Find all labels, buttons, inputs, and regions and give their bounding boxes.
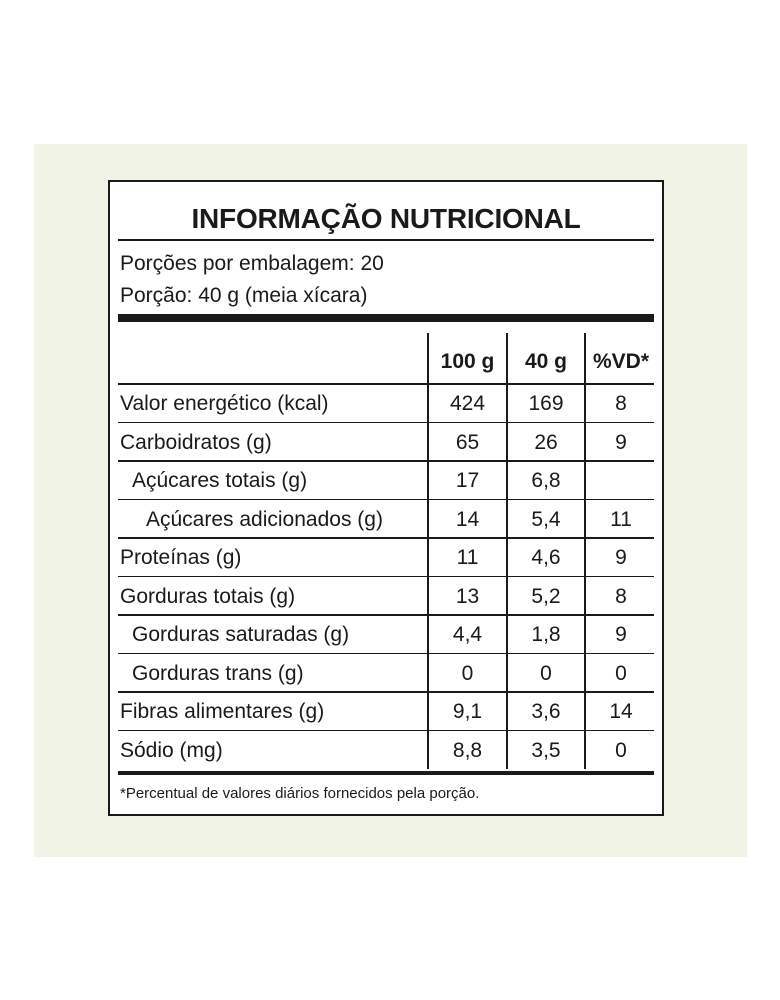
row-divider: [118, 614, 654, 616]
nutrient-value-v40: 169: [528, 392, 564, 415]
nutrient-value-vd: 9: [615, 546, 627, 569]
column-header-100g: 100 g: [440, 350, 495, 373]
column-header-40g: 40 g: [524, 350, 568, 373]
header-divider: [118, 383, 654, 385]
serving-size: Porção: 40 g (meia xícara): [120, 284, 368, 307]
nutrient-value-v100: 9,1: [452, 700, 483, 723]
nutrient-value-v100: 424: [449, 392, 486, 415]
nutrient-value-v100: 4,4: [452, 623, 483, 646]
thick-divider: [118, 314, 654, 322]
nutrient-value-v100: 8,8: [452, 738, 483, 762]
nutrient-value-v40: 3,5: [531, 738, 561, 762]
nutrient-name: Carboidratos (g): [120, 430, 272, 454]
nutrient-name: Gorduras saturadas (g): [132, 623, 350, 646]
nutrient-value-v100: 11: [456, 546, 479, 569]
nutrient-value-v40: 3,6: [531, 700, 561, 723]
row-divider: [118, 691, 654, 693]
nutrient-value-v100: 65: [455, 430, 480, 454]
row-divider: [118, 499, 654, 501]
footer-divider: [118, 771, 654, 775]
nutrition-facts-label: [108, 180, 664, 816]
label-title: INFORMAÇÃO NUTRICIONAL: [191, 203, 581, 234]
title-divider: [118, 239, 654, 241]
footnote: *Percentual de valores diários fornecidos pela porção.: [120, 785, 480, 802]
nutrient-name: Açúcares totais (g): [132, 469, 308, 492]
nutrient-name: Gorduras trans (g): [132, 661, 304, 685]
row-divider: [118, 730, 654, 732]
row-divider: [118, 460, 654, 462]
nutrient-value-v40: 5,4: [531, 507, 561, 531]
nutrient-value-v40: 26: [534, 430, 558, 454]
nutrient-value-v40: 6,8: [531, 469, 561, 492]
row-divider: [118, 537, 654, 539]
nutrient-value-vd: 14: [609, 700, 633, 723]
servings-per-package: Porções por embalagem: 20: [120, 252, 384, 275]
row-divider: [118, 576, 654, 578]
nutrient-value-v40: 5,2: [531, 584, 561, 608]
nutrient-value-v40: 0: [540, 661, 552, 685]
nutrient-value-vd: 9: [615, 430, 627, 454]
nutrient-value-vd: 11: [610, 507, 632, 531]
nutrient-name: Proteínas (g): [120, 546, 242, 569]
nutrient-value-vd: 8: [615, 392, 627, 415]
nutrient-value-vd: 0: [615, 661, 627, 685]
nutrient-value-vd: 8: [615, 584, 627, 608]
column-header-vd: %VD*: [592, 350, 650, 373]
nutrient-name: Açúcares adicionados (g): [146, 507, 383, 531]
nutrient-value-v100: 14: [455, 507, 480, 531]
row-divider: [118, 422, 654, 424]
nutrient-value-v40: 1,8: [531, 623, 561, 646]
nutrient-value-v100: 13: [455, 584, 480, 608]
nutrient-name: Fibras alimentares (g): [120, 700, 325, 723]
nutrient-name: Gorduras totais (g): [120, 584, 296, 608]
nutrient-name: Sódio (mg): [120, 738, 223, 762]
row-divider: [118, 653, 654, 655]
nutrient-value-v100: 17: [455, 469, 480, 492]
nutrient-value-v100: 0: [461, 661, 474, 685]
nutrient-name: Valor energético (kcal): [120, 392, 329, 415]
nutrient-value-vd: 9: [615, 623, 627, 646]
nutrient-value-v40: 4,6: [531, 546, 561, 569]
nutrient-value-vd: 0: [615, 738, 627, 762]
